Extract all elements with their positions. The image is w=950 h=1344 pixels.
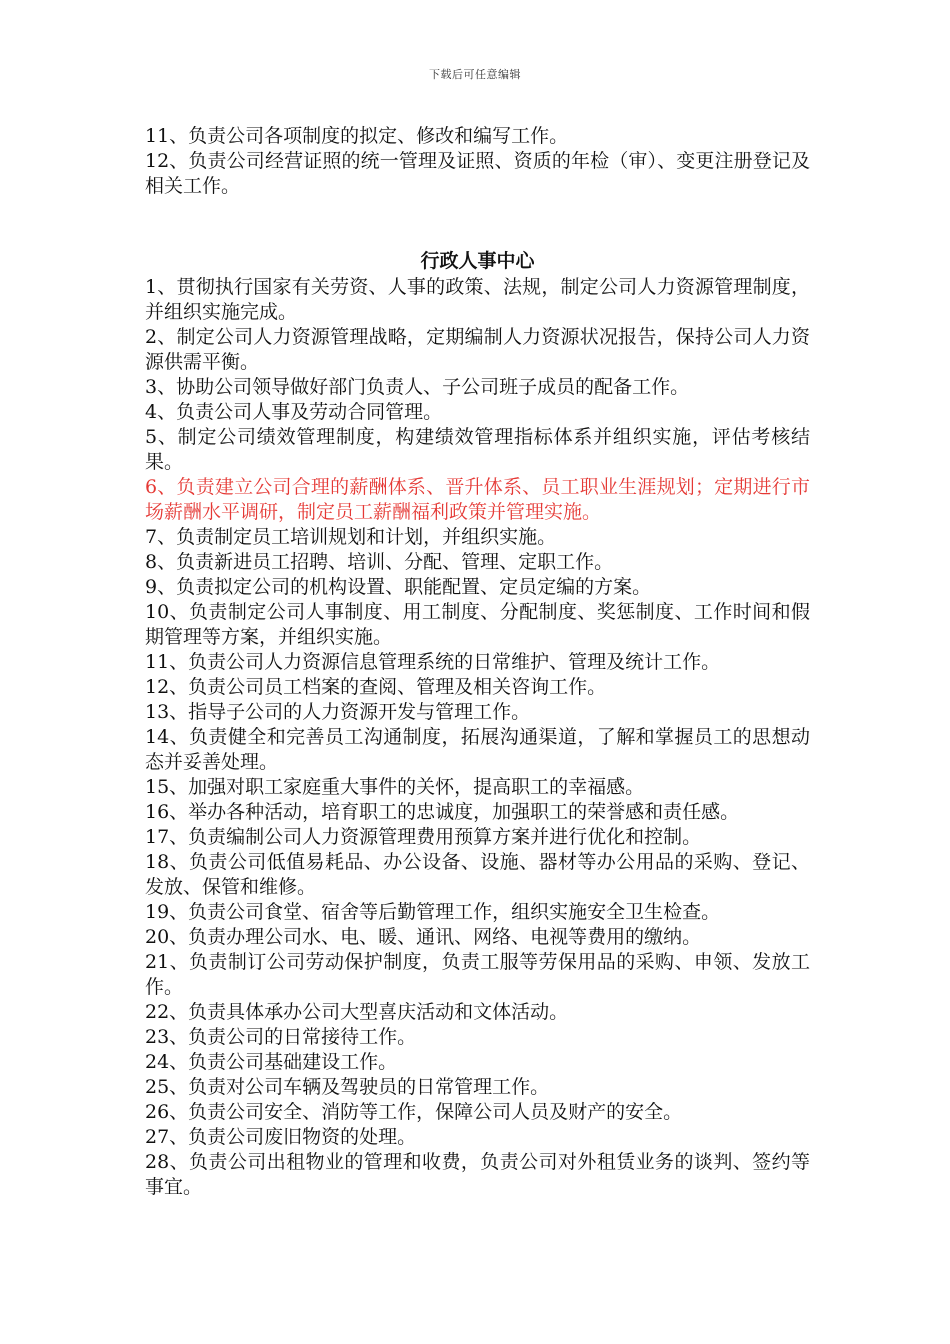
list-item: 16、举办各种活动，培育职工的忠诚度，加强职工的荣誉感和责任感。 <box>145 801 740 823</box>
header-note: 下载后可任意编辑 <box>429 68 521 81</box>
list-item: 11、负责公司各项制度的拟定、修改和编写工作。 <box>145 125 569 147</box>
list-item: 28、负责公司出租物业的管理和收费，负责公司对外租赁业务的谈判、签约等事宜。 <box>145 1151 810 1198</box>
list-item: 11、负责公司人力资源信息管理系统的日常维护、管理及统计工作。 <box>145 651 721 673</box>
list-item: 14、负责健全和完善员工沟通制度，拓展沟通渠道，了解和掌握员工的思想动态并妥善处理。 <box>145 726 810 773</box>
list-item: 15、加强对职工家庭重大事件的关怀，提高职工的幸福感。 <box>145 776 645 798</box>
list-item: 5、制定公司绩效管理制度，构建绩效管理指标体系并组织实施，评估考核结果。 <box>145 426 810 473</box>
duty-list <box>145 275 810 1200</box>
list-item: 24、负责公司基础建设工作。 <box>145 1051 398 1073</box>
list-item: 21、负责制订公司劳动保护制度，负责工服等劳保用品的采购、申领、发放工作。 <box>145 951 810 998</box>
section-title: 行政人事中心 <box>420 250 535 272</box>
list-item: 17、负责编制公司人力资源管理费用预算方案并进行优化和控制。 <box>145 826 702 848</box>
top-items <box>145 124 810 199</box>
list-item: 9、负责拟定公司的机构设置、职能配置、定员定编的方案。 <box>145 576 652 598</box>
list-item: 22、负责具体承办公司大型喜庆活动和文体活动。 <box>145 1001 569 1023</box>
list-item: 1、贯彻执行国家有关劳资、人事的政策、法规，制定公司人力资源管理制度，并组织实施完成。 <box>145 276 810 323</box>
list-item: 7、负责制定员工培训规划和计划，并组织实施。 <box>145 526 557 548</box>
list-item: 23、负责公司的日常接待工作。 <box>145 1026 417 1048</box>
list-item: 12、负责公司经营证照的统一管理及证照、资质的年检（审）、变更注册登记及相关工作。 <box>145 150 810 197</box>
list-item: 3、协助公司领导做好部门负责人、子公司班子成员的配备工作。 <box>145 376 690 398</box>
list-item: 19、负责公司食堂、宿舍等后勤管理工作，组织实施安全卫生检查。 <box>145 901 721 923</box>
list-item: 2、制定公司人力资源管理战略，定期编制人力资源状况报告，保持公司人力资源供需平衡。 <box>145 326 810 373</box>
list-item: 27、负责公司废旧物资的处理。 <box>145 1126 417 1148</box>
list-item: 18、负责公司低值易耗品、办公设备、设施、器材等办公用品的采购、登记、发放、保管和维修。 <box>145 851 810 898</box>
list-item: 13、指导子公司的人力资源开发与管理工作。 <box>145 701 531 723</box>
list-item: 10、负责制定公司人事制度、用工制度、分配制度、奖惩制度、工作时间和假期管理等方案，并组织实施。 <box>145 601 810 648</box>
list-item: 8、负责新进员工招聘、培训、分配、管理、定职工作。 <box>145 551 614 573</box>
list-item: 20、负责办理公司水、电、暖、通讯、网络、电视等费用的缴纳。 <box>145 926 702 948</box>
list-item: 25、负责对公司车辆及驾驶员的日常管理工作。 <box>145 1076 550 1098</box>
list-item-highlighted: 6、负责建立公司合理的薪酬体系、晋升体系、员工职业生涯规划；定期进行市场薪酬水平调研，制定员工薪酬福利政策并管理实施。 <box>145 476 810 523</box>
list-item: 26、负责公司安全、消防等工作，保障公司人员及财产的安全。 <box>145 1101 683 1123</box>
list-item: 4、负责公司人事及劳动合同管理。 <box>145 401 443 423</box>
list-item: 12、负责公司员工档案的查阅、管理及相关咨询工作。 <box>145 676 607 698</box>
